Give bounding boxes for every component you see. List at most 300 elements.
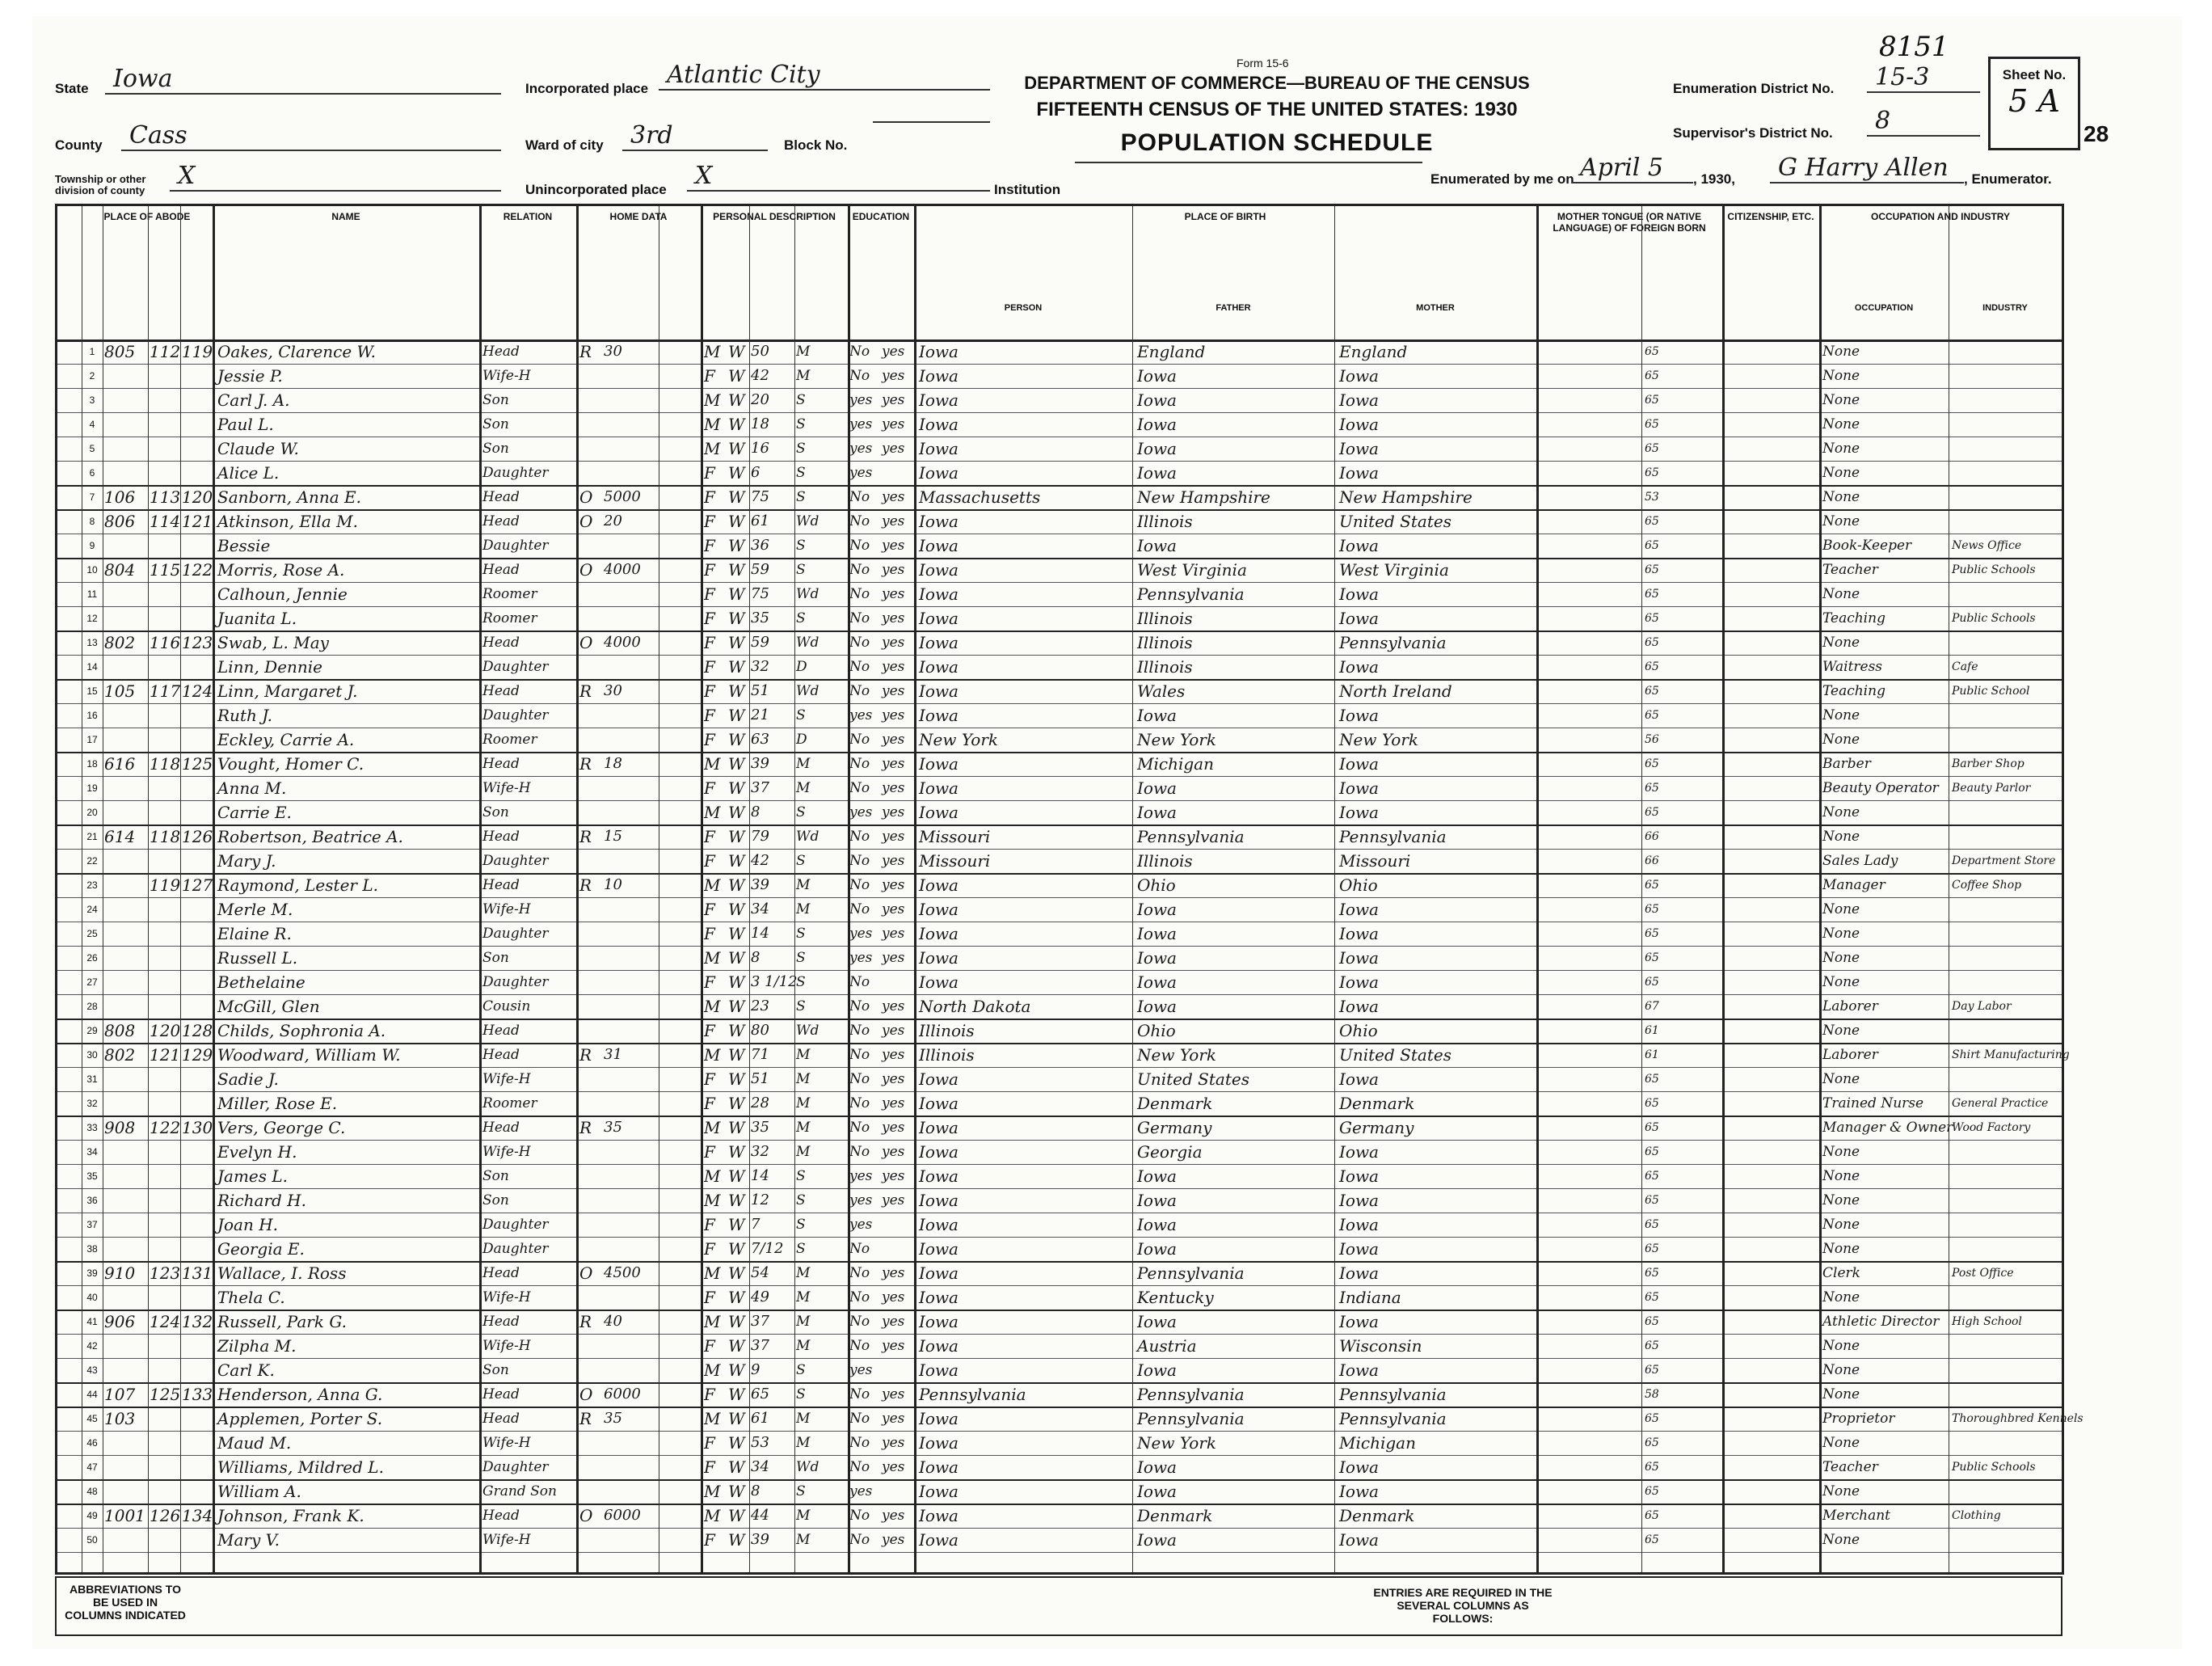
cell-sch: No <box>849 780 870 796</box>
cell-rel: Son <box>482 416 509 432</box>
cell-rel: Roomer <box>482 732 537 748</box>
cell-mbp: Michigan <box>1339 1433 1416 1453</box>
cell-own <box>579 1455 602 1479</box>
cell-occ: None <box>1822 392 1860 408</box>
cell-code: 67 <box>1645 1000 1659 1013</box>
cell-race: W <box>728 1263 745 1283</box>
handwritten-number: 8151 <box>1879 31 1949 63</box>
cell-mar: Wd <box>796 586 819 602</box>
enumeration-district-value: 15-3 <box>1867 63 1980 93</box>
cell-industry <box>1952 1479 2058 1504</box>
cell-own <box>579 1164 602 1188</box>
cell-mar: Wd <box>796 513 819 529</box>
cell-industry: Public Schools <box>1952 563 2036 576</box>
cell-code: 65 <box>1645 442 1659 455</box>
cell-occ: Sales Lady <box>1822 853 1898 869</box>
cell-dw <box>150 1164 180 1188</box>
cell-race: W <box>728 560 745 580</box>
cell-fbp: Ohio <box>1137 875 1176 895</box>
cell-rel: Head <box>482 756 520 772</box>
cell-dw: 124 <box>150 1312 181 1331</box>
cell-occ: Merchant <box>1822 1508 1890 1524</box>
cell-code: 65 <box>1645 636 1659 649</box>
cell-read <box>882 970 914 994</box>
cell-sch: yes <box>849 1362 873 1378</box>
cell-name: Vought, Homer C. <box>217 754 364 774</box>
cell-n: 1 <box>89 346 95 357</box>
cell-mar: Wd <box>796 829 819 845</box>
enumeration-district-label: Enumeration District No. <box>1673 81 1835 96</box>
cell-industry: Public School <box>1952 685 2030 698</box>
cell-read: yes <box>882 635 905 651</box>
cell-fam <box>182 1213 213 1237</box>
column-header <box>57 206 2062 342</box>
cell-own: R <box>579 1312 592 1331</box>
cell-dw: 117 <box>150 681 181 701</box>
table-row <box>57 1188 2062 1213</box>
cell-rel: Head <box>482 1023 520 1039</box>
cell-sex: F <box>704 778 715 798</box>
cell-dw <box>150 655 180 679</box>
cell-dw: 120 <box>150 1021 181 1040</box>
cell-race: W <box>728 803 745 822</box>
cell-code: 53 <box>1645 491 1659 504</box>
column-rule <box>1132 206 1133 1572</box>
cell-bp: Iowa <box>919 1312 959 1331</box>
cell-sch: No <box>849 513 870 529</box>
cell-mbp: Iowa <box>1339 1482 1379 1501</box>
supervisor-district-value: 8 <box>1867 107 1980 137</box>
cell-occ: Barber <box>1822 756 1871 772</box>
cell-own <box>579 946 602 970</box>
cell-fbp: Iowa <box>1137 1239 1177 1259</box>
cell-own <box>579 1067 602 1091</box>
table-row <box>57 340 2062 365</box>
cell-fbp: Iowa <box>1137 948 1177 968</box>
cell-mar: M <box>796 1047 811 1063</box>
cell-n: 46 <box>86 1437 98 1449</box>
cell-own <box>579 388 602 412</box>
cell-sch: yes <box>849 707 873 723</box>
cell-occ: Clerk <box>1822 1265 1860 1281</box>
cell-fam <box>182 1164 213 1188</box>
cell-read: yes <box>882 610 905 626</box>
cell-code: 56 <box>1645 733 1659 746</box>
cell-fbp: Illinois <box>1137 512 1193 531</box>
cell-bp: Iowa <box>919 633 959 652</box>
cell-own <box>579 1237 602 1261</box>
cell-bp: Iowa <box>919 657 959 677</box>
cell-rel: Head <box>482 877 520 893</box>
cell-name: Juanita L. <box>217 609 297 628</box>
cell-house <box>104 849 148 873</box>
cell-house <box>104 776 148 800</box>
cell-mar: S <box>796 489 806 505</box>
cell-mar: M <box>796 1338 811 1354</box>
cell-occ: Teaching <box>1822 610 1885 626</box>
cell-name: Morris, Rose A. <box>217 560 345 580</box>
cell-own <box>579 1091 602 1116</box>
cell-race: W <box>728 1385 745 1404</box>
cell-rel: Head <box>482 1314 520 1330</box>
cell-name: McGill, Glen <box>217 997 320 1016</box>
cell-fbp: New York <box>1137 730 1216 749</box>
cell-name: Maud M. <box>217 1433 292 1453</box>
cell-mar: M <box>796 901 811 917</box>
cell-own <box>579 1188 602 1213</box>
cell-industry: Coffee Shop <box>1952 879 2022 892</box>
cell-read <box>882 1237 914 1261</box>
cell-sex: F <box>704 1457 715 1477</box>
cell-rel: Head <box>482 489 520 505</box>
cell-race: W <box>728 1457 745 1477</box>
cell-race: W <box>728 1094 745 1113</box>
cell-fbp: New York <box>1137 1433 1216 1453</box>
cell-sex: F <box>704 536 715 555</box>
cell-code: 58 <box>1645 1388 1659 1401</box>
cell-fam <box>182 1140 213 1164</box>
table-row <box>57 946 2062 971</box>
cell-rel: Head <box>482 1047 520 1063</box>
cell-fam <box>182 776 213 800</box>
cell-read: yes <box>882 1338 905 1354</box>
cell-rel: Roomer <box>482 586 537 602</box>
cell-bp: Iowa <box>919 609 959 628</box>
cell-dw <box>150 1285 180 1310</box>
cell-dw <box>150 922 180 946</box>
cell-mar: Wd <box>796 1459 819 1475</box>
cell-sch: yes <box>849 1483 873 1499</box>
cell-read: yes <box>882 586 905 602</box>
cell-industry: News Office <box>1952 539 2022 552</box>
cell-sch: No <box>849 829 870 845</box>
table-row <box>57 631 2062 656</box>
cell-code: 65 <box>1645 806 1659 819</box>
cell-n: 7 <box>89 491 95 503</box>
column-rule <box>794 206 795 1572</box>
cell-sch: yes <box>849 465 873 481</box>
cell-sex: M <box>704 439 721 458</box>
cell-sch: No <box>849 1508 870 1524</box>
incorporated-value: Atlantic City <box>659 61 990 91</box>
table-row <box>57 1358 2062 1384</box>
cell-house <box>104 922 148 946</box>
cell-house: 906 <box>104 1312 136 1331</box>
cell-fbp: New York <box>1137 1045 1216 1065</box>
cell-dw <box>150 703 180 728</box>
cell-fbp: Iowa <box>1137 706 1177 725</box>
cell-val: 35 <box>604 1410 622 1427</box>
cell-read <box>882 1479 914 1504</box>
table-row <box>57 897 2062 922</box>
cell-name: Russell L. <box>217 948 298 968</box>
cell-occ: None <box>1822 1217 1860 1233</box>
cell-read: yes <box>882 683 905 699</box>
cell-mbp: Pennsylvania <box>1339 1385 1447 1404</box>
cell-sch: No <box>849 1459 870 1475</box>
column-subheader-industry: INDUSTRY <box>1982 303 2028 313</box>
cell-occ: None <box>1822 1532 1860 1548</box>
cell-sex: M <box>704 342 721 361</box>
cell-rel: Head <box>482 1386 520 1402</box>
cell-sch: No <box>849 538 870 554</box>
cell-fam: 132 <box>182 1312 213 1331</box>
cell-occ: None <box>1822 368 1860 384</box>
cell-age: 32 <box>751 1143 769 1160</box>
cell-house <box>104 1528 148 1552</box>
cell-bp: Massachusetts <box>919 487 1041 507</box>
cell-rel: Grand Son <box>482 1483 557 1499</box>
cell-dw: 125 <box>150 1385 181 1404</box>
cell-occ: Manager & Owner <box>1822 1120 1953 1136</box>
cell-fbp: Denmark <box>1137 1506 1213 1525</box>
township-label: Township or other division of county <box>55 173 146 196</box>
township-value: X <box>170 162 501 192</box>
cell-industry <box>1952 1358 2058 1382</box>
cell-fam: 122 <box>182 560 213 580</box>
cell-sex: F <box>704 633 715 652</box>
cell-n: 35 <box>86 1170 98 1182</box>
cell-mar: M <box>796 780 811 796</box>
cell-fbp: Iowa <box>1137 536 1177 555</box>
cell-age: 39 <box>751 876 769 893</box>
cell-sex: F <box>704 584 715 604</box>
cell-sex: F <box>704 657 715 677</box>
cell-industry: High School <box>1952 1315 2022 1328</box>
cell-own: O <box>579 560 593 580</box>
cell-house <box>104 970 148 994</box>
cell-sch: yes <box>849 392 873 408</box>
cell-own <box>579 1140 602 1164</box>
cell-fam <box>182 1528 213 1552</box>
cell-code: 66 <box>1645 830 1659 843</box>
cell-rel: Wife-H <box>482 1289 531 1305</box>
cell-fam <box>182 461 213 485</box>
cell-dw: 123 <box>150 1263 181 1283</box>
cell-fbp: Georgia <box>1137 1142 1203 1162</box>
cell-house: 802 <box>104 1045 136 1065</box>
cell-name: Mary J. <box>217 851 276 871</box>
cell-n: 14 <box>86 661 98 673</box>
cell-bp: Iowa <box>919 1336 959 1356</box>
cell-mbp: Iowa <box>1339 584 1379 604</box>
table-row <box>57 1237 2062 1263</box>
cell-val <box>604 776 659 800</box>
cell-own <box>579 1528 602 1552</box>
cell-dw <box>150 849 180 873</box>
cell-own: R <box>579 754 592 774</box>
cell-mar: M <box>796 1071 811 1087</box>
cell-bp: Iowa <box>919 681 959 701</box>
cell-house <box>104 1358 148 1382</box>
cell-bp: Iowa <box>919 972 959 992</box>
cell-val <box>604 1188 659 1213</box>
cell-industry <box>1952 1140 2058 1164</box>
cell-occ: None <box>1822 1362 1860 1378</box>
cell-sex: F <box>704 1142 715 1162</box>
cell-sch: No <box>849 974 870 990</box>
cell-house <box>104 412 148 437</box>
cell-industry <box>1952 1067 2058 1091</box>
cell-bp: Iowa <box>919 778 959 798</box>
cell-name: Linn, Margaret J. <box>217 681 358 701</box>
cell-occ: Book-Keeper <box>1822 538 1912 554</box>
cell-val <box>604 1091 659 1116</box>
cell-dw: 115 <box>150 560 181 580</box>
column-group-header: HOME DATA <box>609 211 668 222</box>
cell-rel: Head <box>482 1265 520 1281</box>
cell-race: W <box>728 1360 745 1380</box>
cell-bp: Iowa <box>919 1094 959 1113</box>
cell-mbp: United States <box>1339 512 1451 531</box>
cell-rel: Head <box>482 683 520 699</box>
cell-sch: No <box>849 1435 870 1451</box>
cell-n: 42 <box>86 1340 98 1352</box>
cell-own <box>579 364 602 388</box>
cell-age: 32 <box>751 658 769 675</box>
cell-dw <box>150 1237 180 1261</box>
cell-mar: D <box>796 659 807 675</box>
cell-race: W <box>728 1191 745 1210</box>
cell-sch: No <box>849 586 870 602</box>
cell-mar: S <box>796 610 806 626</box>
cell-age: 34 <box>751 900 769 917</box>
cell-mbp: Iowa <box>1339 924 1379 943</box>
cell-mar: Wd <box>796 1023 819 1039</box>
cell-val <box>604 606 659 631</box>
cell-code: 65 <box>1645 418 1659 431</box>
cell-sch: yes <box>849 1192 873 1208</box>
cell-own <box>579 437 602 461</box>
cell-code: 65 <box>1645 1194 1659 1207</box>
cell-n: 25 <box>86 928 98 939</box>
column-rule <box>848 206 850 1572</box>
cell-name: Applemen, Porter S. <box>217 1409 383 1428</box>
cell-house: 804 <box>104 560 136 580</box>
table-row <box>57 558 2062 583</box>
cell-bp: Iowa <box>919 1409 959 1428</box>
cell-industry <box>1952 631 2058 655</box>
cell-race: W <box>728 366 745 386</box>
cell-code: 61 <box>1645 1024 1659 1037</box>
table-row <box>57 1528 2062 1553</box>
cell-rel: Daughter <box>482 926 549 942</box>
table-row <box>57 437 2062 462</box>
column-rule <box>749 206 750 1572</box>
cell-house <box>104 534 148 558</box>
cell-fbp: England <box>1137 342 1206 361</box>
cell-industry <box>1952 412 2058 437</box>
cell-sch: No <box>849 1411 870 1427</box>
cell-name: Johnson, Frank K. <box>217 1506 364 1525</box>
cell-mar: S <box>796 562 806 578</box>
cell-bp: Iowa <box>919 1191 959 1210</box>
cell-val: 31 <box>604 1046 622 1063</box>
cell-own <box>579 1019 602 1043</box>
table-row <box>57 1261 2062 1286</box>
cell-industry: Barber Shop <box>1952 757 2025 770</box>
cell-bp: Iowa <box>919 1069 959 1089</box>
cell-house <box>104 1067 148 1091</box>
cell-dw <box>150 412 180 437</box>
cell-industry <box>1952 800 2058 825</box>
cell-age: 6 <box>751 464 761 481</box>
cell-read <box>882 461 914 485</box>
cell-rel: Wife-H <box>482 1435 531 1451</box>
cell-sex: F <box>704 1021 715 1040</box>
cell-dw <box>150 437 180 461</box>
cell-mbp: New York <box>1339 730 1418 749</box>
cell-fam: 123 <box>182 633 213 652</box>
cell-mbp: New Hampshire <box>1339 487 1473 507</box>
cell-sch: yes <box>849 1168 873 1184</box>
cell-race: W <box>728 851 745 871</box>
cell-n: 5 <box>89 443 95 454</box>
cell-bp: Missouri <box>919 851 991 871</box>
cell-mar: S <box>796 1483 806 1499</box>
cell-age: 37 <box>751 1337 769 1354</box>
cell-race: W <box>728 972 745 992</box>
cell-age: 75 <box>751 488 769 505</box>
table-row <box>57 703 2062 728</box>
table-row <box>57 1382 2062 1408</box>
cell-name: Miller, Rose E. <box>217 1094 338 1113</box>
cell-val: 4000 <box>604 634 641 651</box>
cell-sch: No <box>849 1241 870 1257</box>
cell-race: W <box>728 1021 745 1040</box>
cell-dw <box>150 800 180 825</box>
cell-val: 35 <box>604 1119 622 1136</box>
cell-age: 61 <box>751 1410 769 1427</box>
cell-race: W <box>728 997 745 1016</box>
cell-fam <box>182 849 213 873</box>
cell-mar: M <box>796 1120 811 1136</box>
cell-name: Elaine R. <box>217 924 292 943</box>
table-row <box>57 679 2062 704</box>
cell-fam: 126 <box>182 827 213 846</box>
cell-own <box>579 1213 602 1237</box>
cell-mbp: Iowa <box>1339 1239 1379 1259</box>
cell-name: Vers, George C. <box>217 1118 346 1137</box>
cell-bp: Iowa <box>919 1482 959 1501</box>
cell-n: 4 <box>89 419 95 430</box>
cell-fbp: Pennsylvania <box>1137 827 1245 846</box>
cell-industry: General Practice <box>1952 1097 2049 1110</box>
cell-age: 20 <box>751 391 769 408</box>
cell-code: 65 <box>1645 951 1659 964</box>
cell-sch: No <box>849 998 870 1014</box>
cell-own <box>579 534 602 558</box>
cell-val <box>604 946 659 970</box>
cell-read: yes <box>882 1459 905 1475</box>
cell-occ: None <box>1822 1241 1860 1257</box>
cell-fam: 127 <box>182 875 213 895</box>
cell-n: 32 <box>86 1098 98 1109</box>
cell-sex: F <box>704 609 715 628</box>
cell-fam <box>182 800 213 825</box>
cell-sex: M <box>704 1045 721 1065</box>
cell-val <box>604 1019 659 1043</box>
cell-rel: Son <box>482 1192 509 1208</box>
cell-fam <box>182 1091 213 1116</box>
cell-n: 49 <box>86 1510 98 1521</box>
cell-mar: S <box>796 416 806 432</box>
cell-house <box>104 437 148 461</box>
cell-sex: M <box>704 1118 721 1137</box>
cell-name: Evelyn H. <box>217 1142 297 1162</box>
cell-rel: Head <box>482 513 520 529</box>
cell-house: 614 <box>104 827 136 846</box>
